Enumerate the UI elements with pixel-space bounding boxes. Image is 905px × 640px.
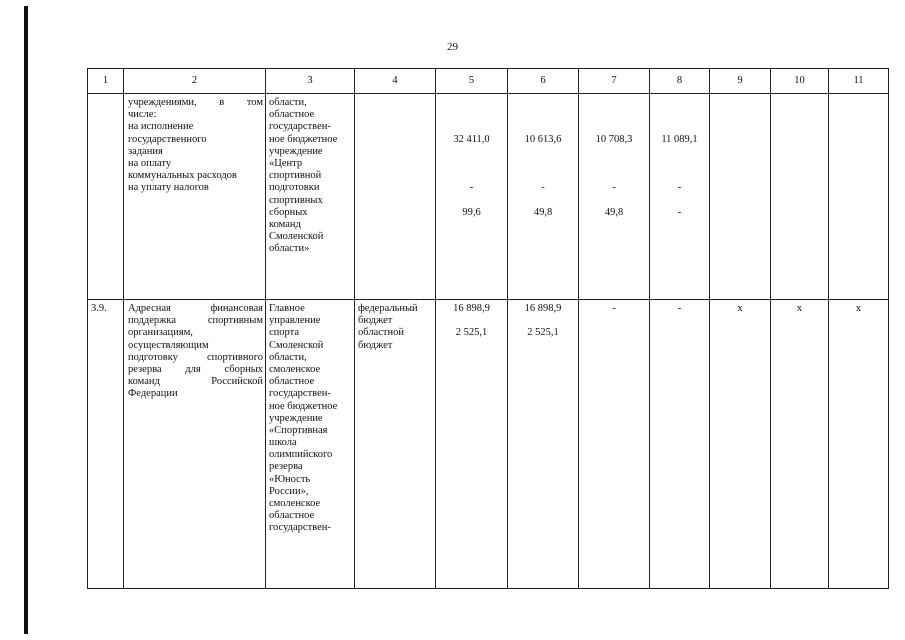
indicator-cell: х <box>829 300 889 589</box>
executor-line: области, <box>269 97 307 108</box>
funding-source-cell <box>355 300 436 589</box>
description-line: коммунальных расходов <box>128 170 237 182</box>
executor-line: спорта <box>269 327 300 339</box>
item-number-cell: 3.9. <box>88 300 124 589</box>
page-number: 29 <box>447 41 458 53</box>
description-line: государственного <box>128 133 207 145</box>
description-line: на исполнение <box>128 121 194 133</box>
executor-line: областное <box>269 109 315 121</box>
amount-cell: - <box>650 300 710 589</box>
executor-line: учреждение <box>269 145 323 157</box>
amount-value: - <box>469 182 474 194</box>
header-cell: 2 <box>124 69 266 94</box>
description-line: осуществляющим <box>128 339 209 351</box>
executor-line: спортивной <box>269 170 322 182</box>
funding-source-line: федеральный <box>358 303 418 314</box>
executor-line: учреждение <box>269 412 323 424</box>
executor-line: подготовки <box>269 182 320 194</box>
header-cell: 1 <box>88 69 124 94</box>
table-row <box>88 94 889 300</box>
binding-bar <box>24 6 28 634</box>
amount-value: 49,8 <box>604 206 624 218</box>
header-cell: 9 <box>710 69 771 94</box>
header-cell: 3 <box>266 69 355 94</box>
amount-cell <box>436 94 508 300</box>
executor-cell <box>266 300 355 589</box>
amount-value: 16 898,9 <box>453 303 490 314</box>
amount-value: 10 708,3 <box>595 133 633 145</box>
amount-cell <box>436 300 508 589</box>
header-cell: 4 <box>355 69 436 94</box>
executor-line: школа <box>269 437 297 449</box>
indicator-cell <box>710 94 771 300</box>
executor-line: России», <box>269 485 309 497</box>
executor-line: областное <box>269 510 315 522</box>
executor-line: области, <box>269 351 307 363</box>
executor-line: ное бюджетное <box>269 400 338 412</box>
description-line: поддержка спортивным <box>128 315 263 327</box>
executor-line: «Спортивная <box>269 424 328 436</box>
funding-source-line: бюджет <box>358 315 393 327</box>
funding-source-cell <box>355 94 436 300</box>
header-cell: 6 <box>508 69 579 94</box>
amount-value: 10 613,6 <box>524 133 562 145</box>
table-row <box>88 300 889 589</box>
executor-line: Смоленской <box>269 339 324 351</box>
item-number-cell <box>88 94 124 300</box>
amount-value: - <box>541 182 545 194</box>
indicator-cell <box>829 94 889 300</box>
executor-line: государствен- <box>269 121 331 133</box>
description-cell <box>124 94 266 300</box>
amount-value: - <box>612 182 616 194</box>
executor-line: управление <box>269 315 321 327</box>
executor-line: государствен- <box>269 388 331 400</box>
executor-line: олимпийского <box>269 449 333 461</box>
header-cell: 11 <box>829 69 889 94</box>
amount-cell <box>650 94 710 300</box>
description-line: подготовку спортивного <box>128 351 263 363</box>
amount-value: 2 525,1 <box>527 327 559 339</box>
executor-line: спортивных <box>269 194 323 206</box>
amount-value: 2 525,1 <box>455 327 488 339</box>
description-line: Адресная финансовая <box>128 303 263 314</box>
executor-line: смоленское <box>269 363 321 375</box>
amount-value: - <box>677 206 682 218</box>
funding-source-line: бюджет <box>358 339 393 351</box>
amount-value: 32 411,0 <box>453 133 490 145</box>
executor-line: Смоленской <box>269 231 324 243</box>
amount-value: 11 089,1 <box>661 133 698 145</box>
amount-cell <box>508 94 579 300</box>
executor-line: резерва <box>269 461 303 473</box>
header-row <box>88 69 889 94</box>
amount-cell <box>508 300 579 589</box>
amount-value: 16 898,9 <box>524 303 562 314</box>
description-line: команд Российской <box>128 376 263 388</box>
executor-line: «Центр <box>269 157 303 169</box>
amount-cell: - <box>579 300 650 589</box>
executor-line: государствен- <box>269 522 331 534</box>
description-line: числе: <box>128 109 157 121</box>
executor-line: сборных <box>269 206 308 218</box>
amount-value: 99,6 <box>462 206 481 218</box>
executor-cell <box>266 94 355 300</box>
executor-line: ное бюджетное <box>269 133 338 145</box>
header-cell: 7 <box>579 69 650 94</box>
description-cell <box>124 300 266 589</box>
indicator-cell: х <box>710 300 771 589</box>
header-cell: 5 <box>436 69 508 94</box>
indicator-cell <box>771 94 829 300</box>
description-line: организациям, <box>128 327 193 339</box>
executor-line: «Юность <box>269 473 311 485</box>
executor-line: области» <box>269 243 310 255</box>
funding-source-line: областной <box>358 327 404 339</box>
header-cell: 10 <box>771 69 829 94</box>
amount-cell <box>579 94 650 300</box>
description-line: учреждениями, в том <box>128 97 263 108</box>
description-line: на уплату налогов <box>128 182 209 194</box>
executor-line: смоленское <box>269 498 321 509</box>
amount-value: - <box>677 182 682 194</box>
executor-line: Главное <box>269 303 305 314</box>
executor-line: областное <box>269 376 315 388</box>
amount-value: 49,8 <box>533 206 553 218</box>
budget-table <box>87 68 889 589</box>
description-line: задания <box>128 145 163 157</box>
description-line: резерва для сборных <box>128 363 263 375</box>
description-line: на оплату <box>128 157 172 169</box>
indicator-cell: х <box>771 300 829 589</box>
description-line: Федерации <box>128 388 178 400</box>
header-cell: 8 <box>650 69 710 94</box>
executor-line: команд <box>269 218 301 230</box>
